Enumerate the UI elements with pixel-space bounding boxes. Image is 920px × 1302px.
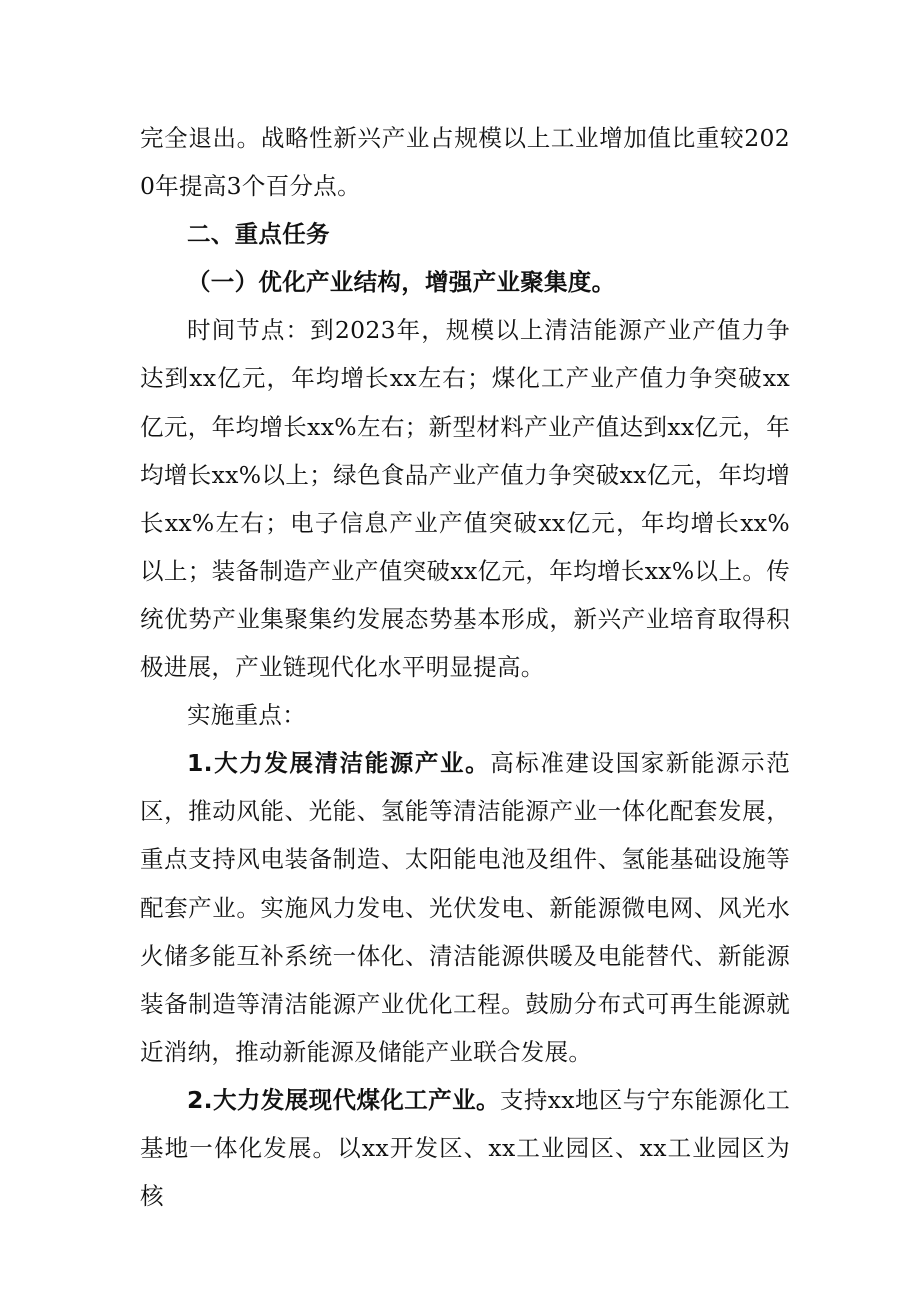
item-2-body: 支持xx地区与宁东能源化工基地一体化发展。以xx开发区、xx工业园区、xx工业园区为核 <box>140 1085 791 1211</box>
subsection-heading: （一）优化产业结构，增强产业聚集度。 <box>187 268 616 297</box>
paragraph-item-2 <box>140 1076 790 1220</box>
paragraph-implementation-label: 实施重点： <box>187 701 306 730</box>
paragraph-item-1 <box>140 739 790 1076</box>
section-heading: 二、重点任务 <box>187 220 330 249</box>
item-1-title: 1.大力发展清洁能源产业。 <box>187 749 491 778</box>
document-body <box>140 114 790 1220</box>
paragraph-continuation: 完全退出。战略性新兴产业占规模以上工业增加值比重较2020年提高3个百分点。 <box>140 124 790 201</box>
paragraph-time-node: 时间节点：到2023年，规模以上清洁能源产业产值力争达到xx亿元，年均增长xx左右；煤化工产业产值力争突破xx亿元，年均增长xx%左右；新型材料产业产值达到xx亿元，年均增长xx%以上；绿色食品产业产值力争突破xx亿元，年均增长xx%左右；电子信息产业产值突破xx亿元，年均增长xx%以上；装备制造产业产值突破xx亿元，年均增长xx%以上。传统优势产业集聚集约发展态势基本形成，新兴产业培育取得积极进展，产业链现代化水平明显提高。 <box>140 316 790 682</box>
item-1-body: 高标准建设国家新能源示范区，推动风能、光能、氢能等清洁能源产业一体化配套发展，重点支持风电装备制造、太阳能电池及组件、氢能基础设施等配套产业。实施风力发电、光伏发电、新能源微电网、风光水火储多能互补系统一体化、清洁能源供暖及电能替代、新能源装备制造等清洁能源产业优化工程。鼓励分布式可再生能源就近消纳，推动新能源及储能产业联合发展。 <box>140 749 790 1066</box>
item-2-title: 2.大力发展现代煤化工产业。 <box>187 1085 500 1114</box>
